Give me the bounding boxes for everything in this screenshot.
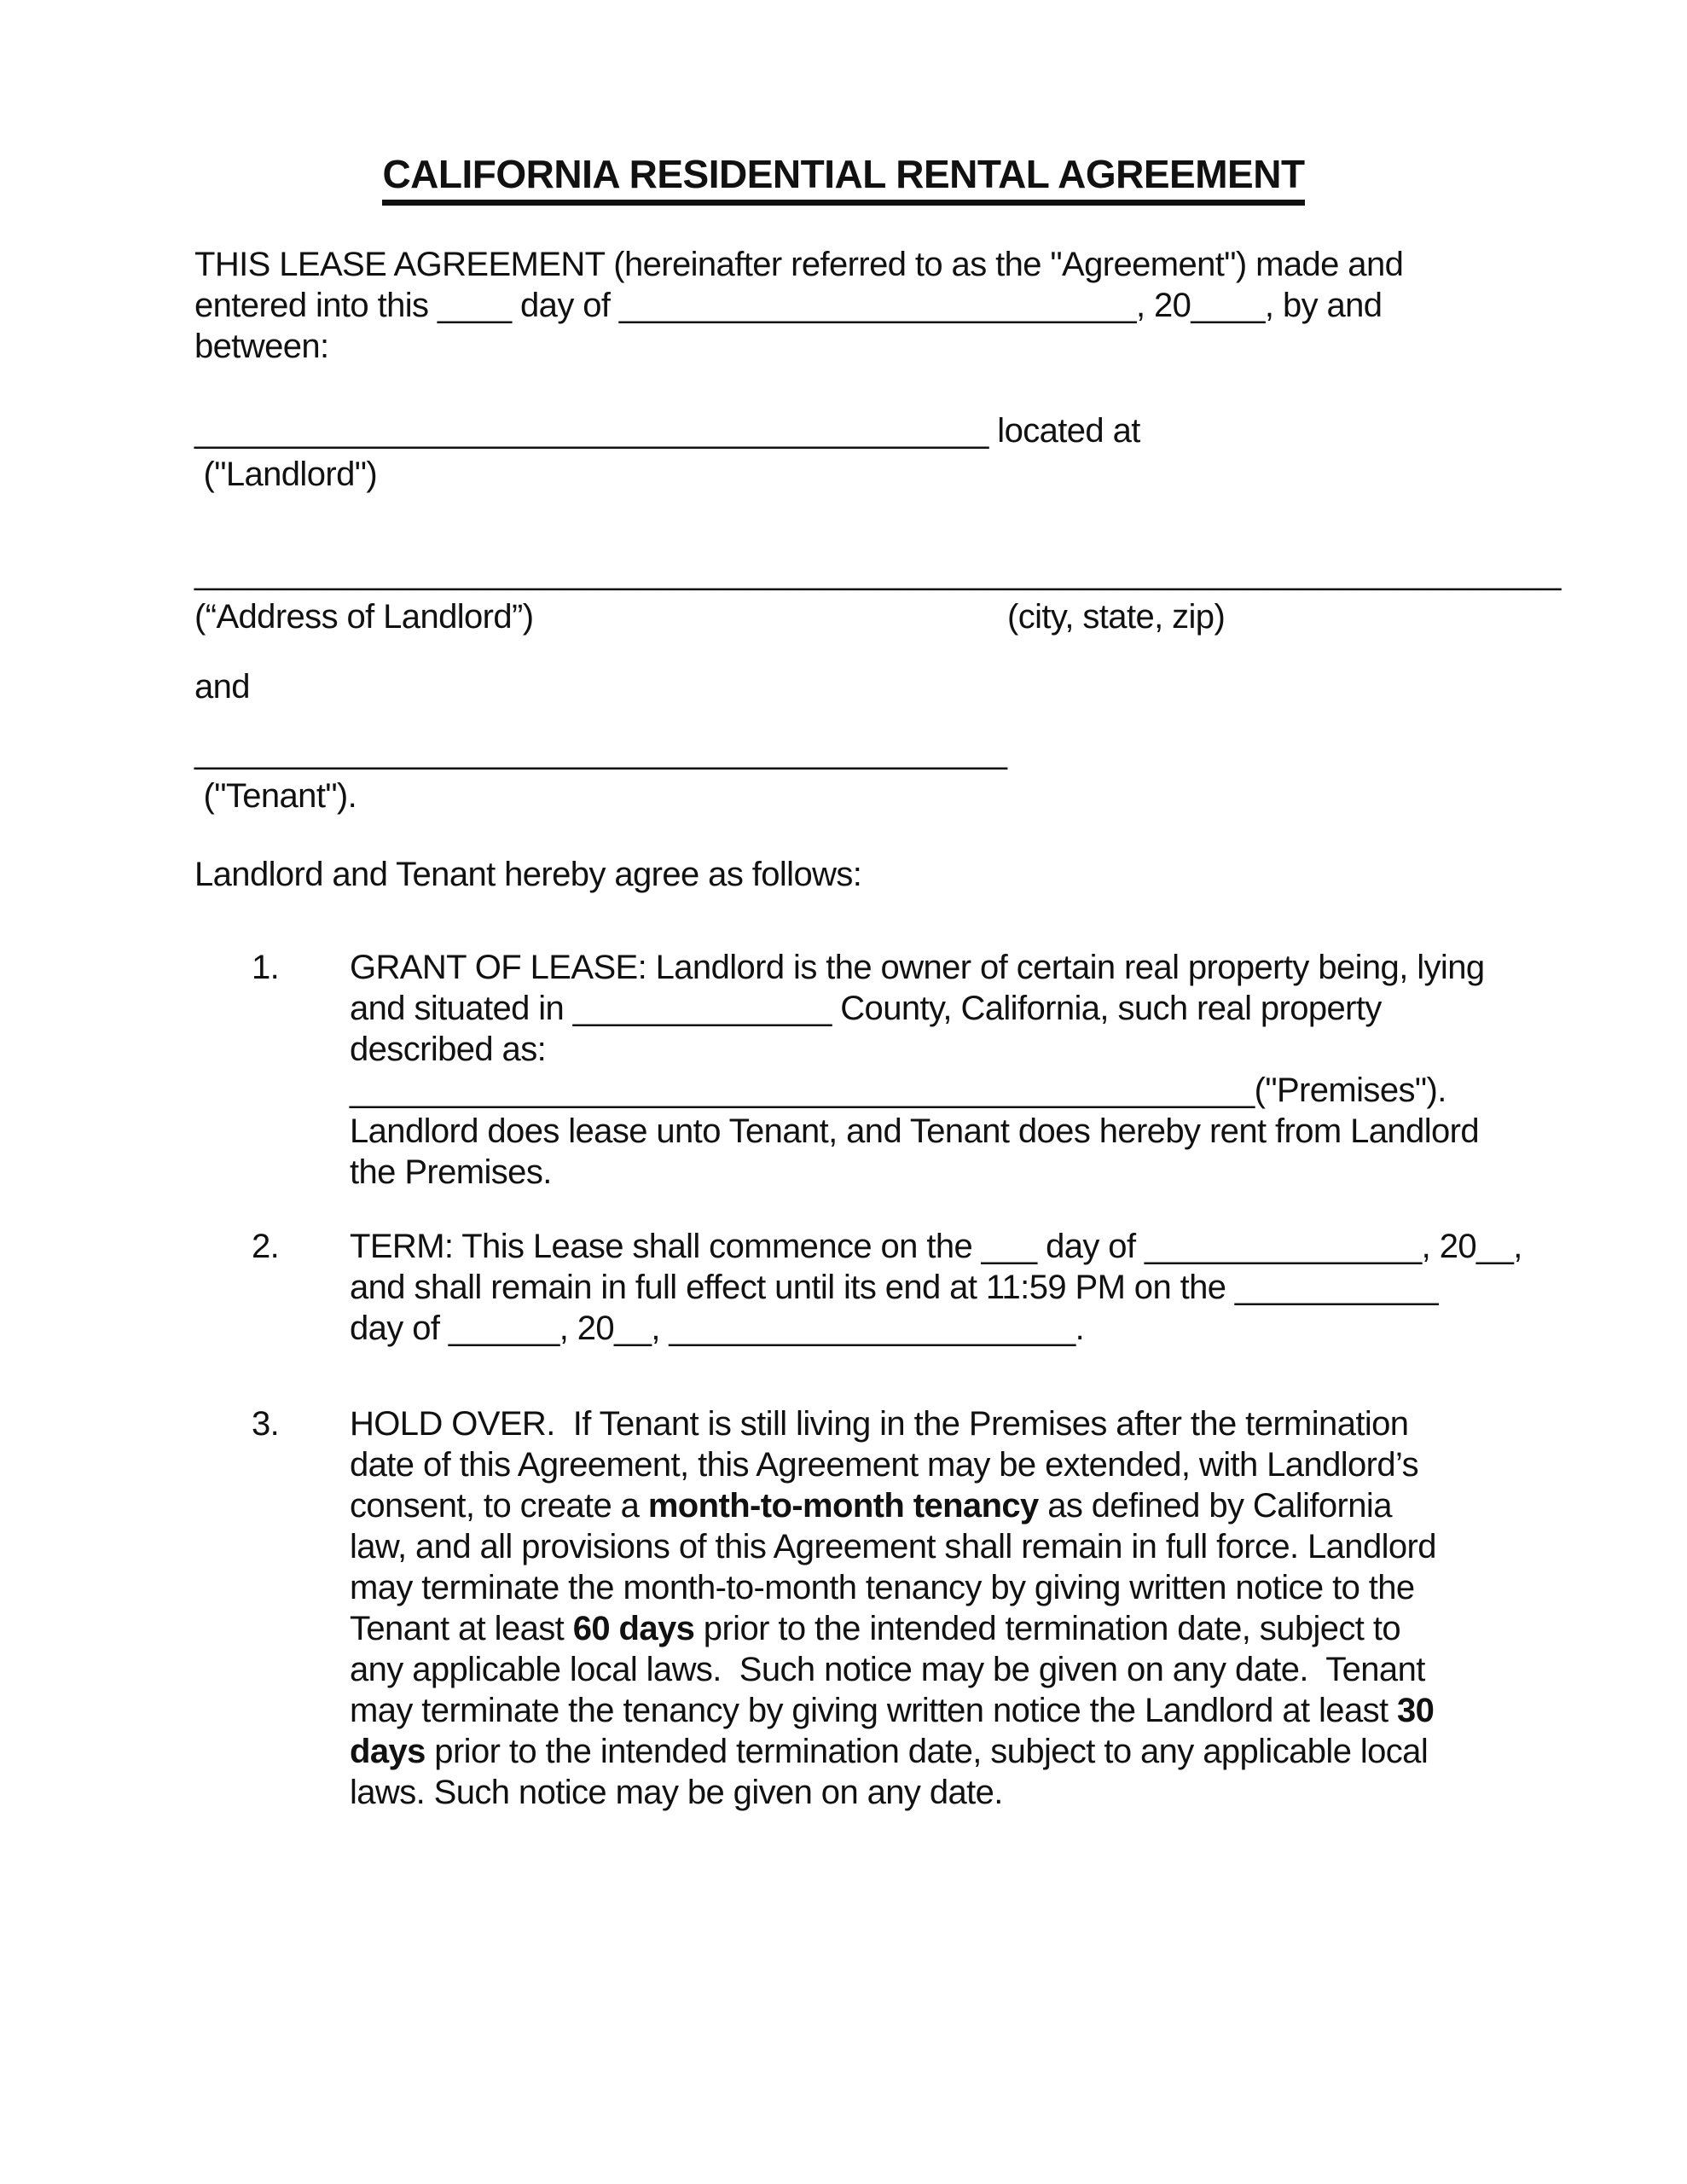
section-term (194, 1226, 1670, 1349)
section-text: prior to the intended termination date, subject to any applicable local (425, 1733, 1429, 1770)
section-line: HOLD OVER. If Tenant is still living in the Premises after the termination (350, 1405, 1409, 1443)
address-blank-line: __________________________________________________________________________ (194, 554, 1561, 591)
and-text: and (194, 668, 250, 706)
section-line: any applicable local laws. Such notice may be given on any date. Tenant (350, 1651, 1425, 1688)
document-title: CALIFORNIA RESIDENTIAL RENTAL AGREEMENT (382, 154, 1304, 206)
landlord-blank-line: ___________________________________________ located at (194, 412, 1140, 450)
section-text: consent, to create a (350, 1487, 648, 1525)
section-text: prior to the intended termination date, subject to (694, 1610, 1400, 1647)
thirty-days-bold-text: days (350, 1733, 426, 1770)
premises-blank-line: _________________________________________________("Premises"). (350, 1072, 1446, 1109)
section-grant-of-lease (194, 947, 1670, 1193)
sixty-days-bold-text: 60 days (572, 1610, 695, 1647)
document-title-row (0, 154, 1687, 206)
section-number: 3. (252, 1405, 280, 1443)
address-of-landlord-label: (“Address of Landlord”) (194, 598, 534, 636)
section-hold-over (194, 1403, 1670, 1813)
section-line: laws. Such notice may be given on any date. (350, 1774, 1003, 1811)
section-line (350, 1608, 1670, 1649)
section-body (350, 1403, 1670, 1813)
address-labels-row (194, 596, 1687, 637)
section-text: as defined by California (1038, 1487, 1392, 1525)
section-line: Landlord does lease unto Tenant, and Tenant does hereby rent from Landlord (350, 1112, 1479, 1150)
landlord-label: ("Landlord") (194, 456, 378, 493)
section-line: the Premises. (350, 1153, 552, 1191)
thirty-days-bold-text: 30 (1397, 1692, 1435, 1729)
section-line: date of this Agreement, this Agreement may be extended, with Landlord’s (350, 1446, 1419, 1484)
section-body (350, 947, 1670, 1193)
section-line: GRANT OF LEASE: Landlord is the owner of certain real property being, lying (350, 949, 1485, 986)
section-line: day of ______, 20__, ______________________. (350, 1310, 1085, 1347)
section-text: may terminate the tenancy by giving written notice the Landlord at least (350, 1692, 1398, 1729)
section-text: Tenant at least (350, 1610, 573, 1647)
section-line (350, 1485, 1670, 1526)
section-line: law, and all provisions of this Agreement shall remain in full force. Landlord (350, 1528, 1436, 1565)
section-number: 1. (252, 949, 280, 986)
month-to-month-bold-text: month-to-month tenancy (647, 1487, 1039, 1525)
section-line: and shall remain in full effect until its end at 11:59 PM on the ___________ (350, 1269, 1439, 1306)
section-line (350, 1731, 1670, 1772)
intro-line: entered into this ____ day of ____________________________, 20____, by and (194, 287, 1383, 324)
section-line: and situated in ______________ County, California, such real property (350, 990, 1382, 1027)
section-line: described as: (350, 1031, 547, 1068)
city-state-zip-label: (city, state, zip) (1007, 598, 1226, 636)
agree-line: Landlord and Tenant hereby agree as follows: (194, 856, 862, 893)
section-line: TERM: This Lease shall commence on the ___ day of _______________, 20__, (350, 1228, 1522, 1265)
section-line (350, 1690, 1670, 1731)
tenant-blank-line: ____________________________________________ (194, 733, 1007, 770)
section-body (350, 1226, 1670, 1349)
intro-paragraph (194, 244, 1653, 367)
tenant-label: ("Tenant"). (194, 777, 357, 815)
intro-line: THIS LEASE AGREEMENT (hereinafter referred to as the "Agreement") made and (194, 246, 1404, 283)
intro-line: between: (194, 328, 329, 365)
section-number: 2. (252, 1228, 280, 1265)
section-line: may terminate the month-to-month tenancy by giving written notice to the (350, 1569, 1415, 1606)
